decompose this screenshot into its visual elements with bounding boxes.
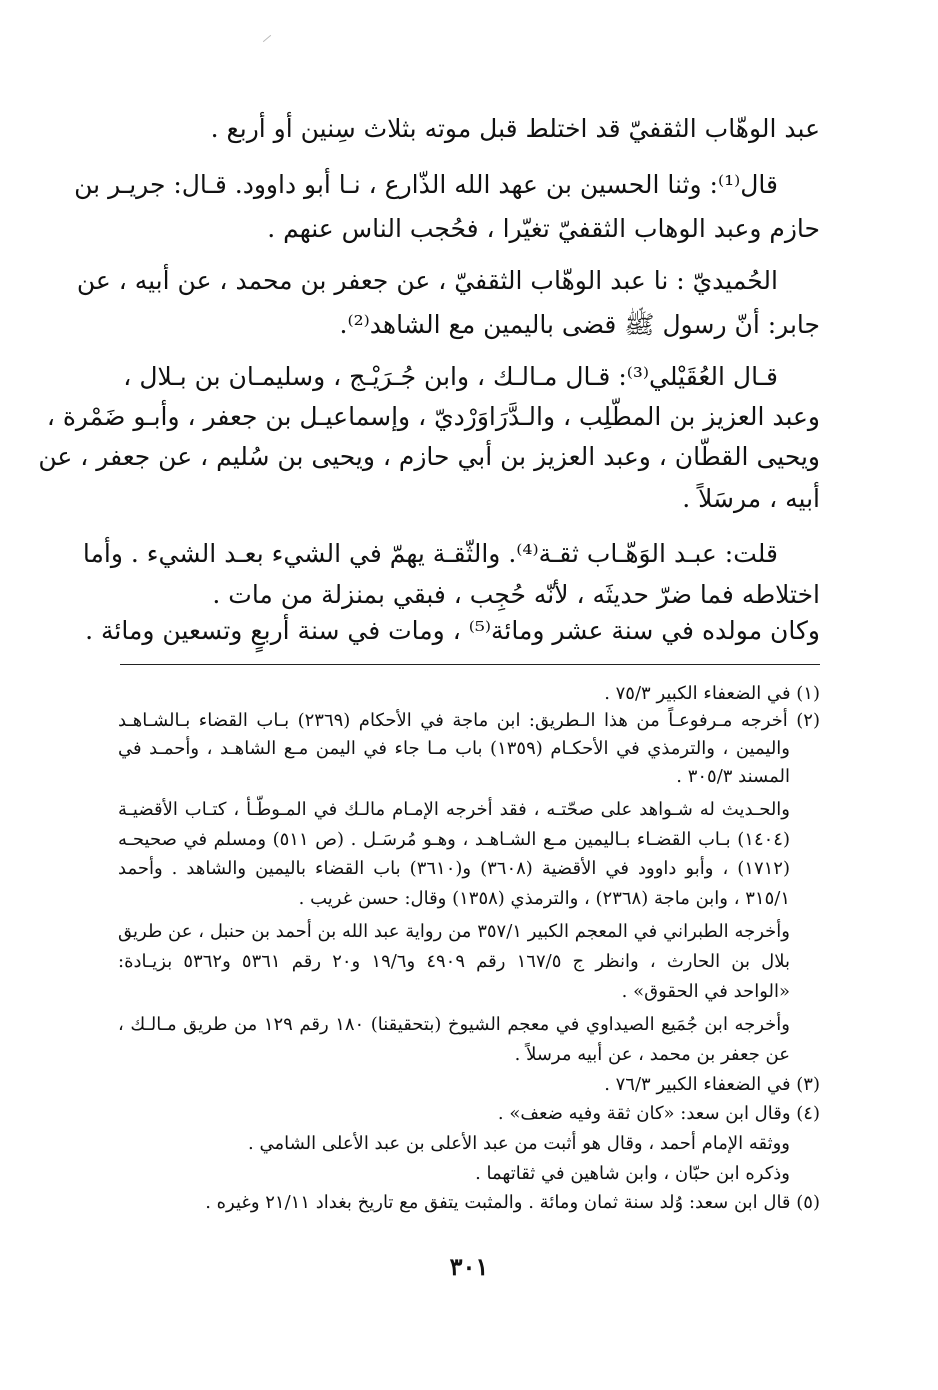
footnote-line: والحـديث له شـواهد على صحّتـه ، فقد أخرجه الإمـام مالـك في المـوطّـأ ، كتـاب الأقضيـة — [118, 799, 790, 820]
footnote-line: (١٤٠٤) بـاب القضـاء بـاليمين مـع الشـاهـد ، وهـو مُرسَـل . (ص ٥١١) ومسلم في صحيحـه — [118, 829, 790, 850]
footnote-line: (١) في الضعفاء الكبير ٧٥/٣ . — [604, 683, 820, 704]
footnote-line: وأخرجه ابن جُمَيع الصيداوي في معجم الشيوخ (بتحقيقنا) ١٨٠ رقم ١٢٩ من طريق مـالـك ، — [118, 1014, 790, 1035]
footnote-line: ووثقه الإمام أحمد ، وقال هو أثبت من عبد الأعلى بن عبد الأعلى الشامي . — [248, 1133, 790, 1154]
footnote-line: (٥) قال ابن سعد: وُلد سنة ثمان ومائة . والمثبت يتفق مع تاريخ بغداد ٢١/١١ وغيره . — [205, 1192, 820, 1213]
footnote-line: المسند ٣٠٥/٣ . — [676, 766, 790, 787]
page-number: ٣٠١ — [449, 1252, 489, 1281]
footnote-line: ٣١٥/١ ، وابن ماجة (٢٣٦٨) ، والترمذي (١٣٥٨) وقال: حسن غريب . — [298, 888, 790, 909]
main-text-line: عبد الوهّاب الثقفيّ قد اختلط قبل موته بثلاث سِنين أو أربع . — [210, 114, 820, 143]
footnote-line: واليمين ، والترمذي في الأحكـام (١٣٥٩) باب مـا جاء في اليمن مـع الشاهـد ، وأحمـد في — [118, 738, 790, 759]
main-text-line: جابر: أنّ رسول ﷺ قضى باليمين مع الشاهد⁽²⁾. — [339, 310, 820, 339]
main-text-line: اختلاطه فما ضرّ حديثَه ، لأنّه حُجِب ، فبقي بمنزلة من مات . — [212, 580, 820, 609]
main-text-line: قال⁽¹⁾: وثنا الحسين بن عهد الله الذّارع ، نـا أبو داوود. قـال: جريـر بن — [74, 170, 778, 199]
main-text-line: قـال العُقَيْلي⁽³⁾: قـال مـالـك ، وابن جُـرَيْـج ، وسليمـان بن بـلال ، — [123, 362, 778, 391]
footnote-line: وذكره ابن حبّان ، وابن شاهين في ثقاتهما . — [475, 1163, 790, 1184]
main-text-line: أبيه ، مرسَلاً . — [682, 484, 820, 513]
footnote-line: (١٧١٢) ، وأبو داوود في الأقضية (٣٦٠٨) و(٣٦١٠) باب القضاء باليمين والشاهد . وأحمد — [118, 858, 790, 879]
main-text-line: قلت: عبـد الوَهّـاب ثقـة⁽⁴⁾. والثّقـة يهمّ في الشيء بعـد الشيء . وأما — [82, 539, 778, 568]
scan-smudge — [263, 35, 271, 42]
footnote-line: (٣) في الضعفاء الكبير ٧٦/٣ . — [604, 1074, 820, 1095]
footnote-line: وأخرجه الطبراني في المعجم الكبير ٣٥٧/١ من رواية عبد الله بن أحمد بن حنبل ، عن طريق — [118, 921, 790, 942]
main-text-line: وعبد العزيز بن المطّلِب ، والـدَّرَاوَرْديّ ، وإسماعيـل بن جعفر ، وأبـو ضَمْرة ، — [46, 402, 820, 431]
main-text-line: ويحيى القطّان ، وعبد العزيز بن أبي حازم ، ويحيى بن سُليم ، عن جعفر ، عن — [38, 442, 820, 471]
main-text-line: وكان مولده في سنة عشر ومائة⁽⁵⁾ ، ومات في سنة أربعٍ وتسعين ومائة . — [85, 616, 820, 645]
footnote-line: «الواحد في الحقوق» . — [621, 981, 790, 1002]
main-text-line: الحُميديّ : نا عبد الوهّاب الثقفيّ ، عن جعفر بن محمد ، عن أبيه ، عن — [76, 266, 778, 295]
footnote-line: عن جعفر بن محمد ، عن أبيه مرسلاً . — [514, 1044, 790, 1065]
footnote-line: بلال بن الحارث ، وانظر ج ١٦٧/٥ رقم ٤٩٠٩ و١٩/٦ و٢٠ رقم ٥٣٦١ و٥٣٦٢ بزيـادة: — [118, 951, 790, 972]
footnote-separator — [120, 664, 820, 665]
footnote-line: (٤) وقال ابن سعد: «كان ثقة وفيه ضعف» . — [497, 1103, 820, 1124]
main-text-line: حازم وعبد الوهاب الثقفيّ تغيّرا ، فحُجب الناس عنهم . — [267, 214, 820, 243]
footnote-line: (٢) أخرجه مـرفوعـاً من هذا الـطريق: ابن ماجة في الأحكام (٢٣٦٩) بـاب القضاء بـالشـاهـد — [118, 710, 820, 731]
